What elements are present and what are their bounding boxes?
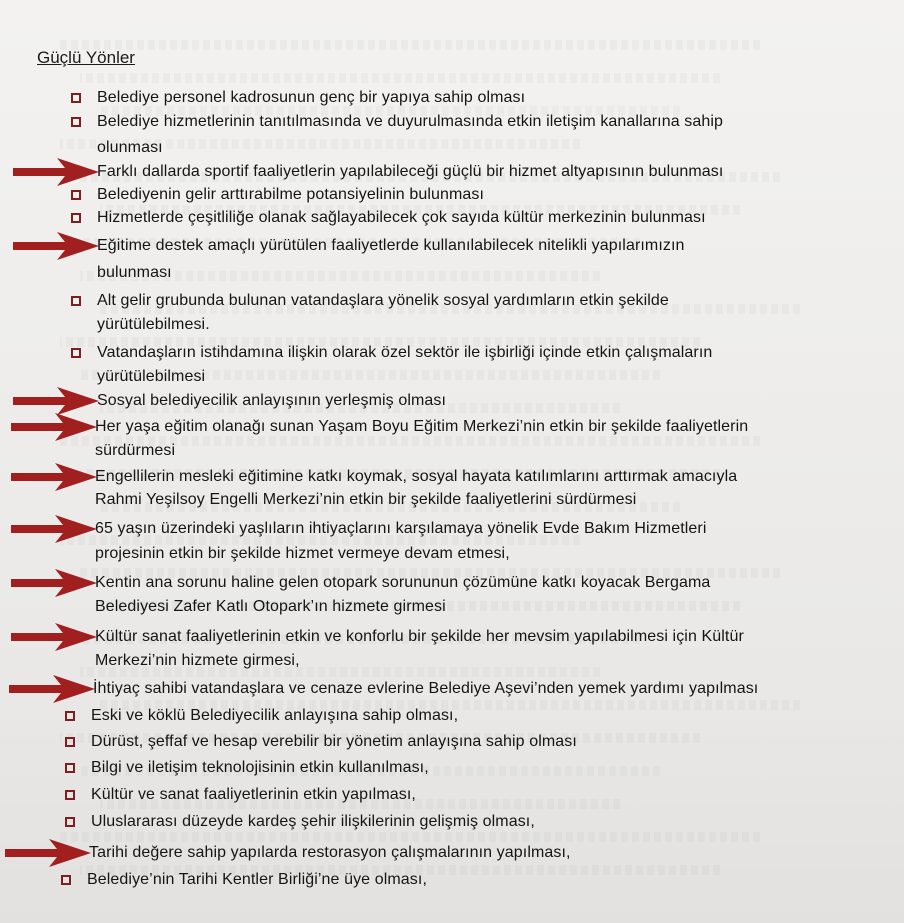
- checkbox-outline-icon: [71, 348, 81, 358]
- checkbox-outline-icon: [65, 737, 75, 747]
- checkbox-outline-icon: [65, 711, 75, 721]
- checkbox-outline-icon: [65, 817, 75, 827]
- section-heading: Güçlü Yönler: [37, 48, 135, 67]
- checkbox-outline-icon: [71, 296, 81, 306]
- list-item-text: Tarihi değere sahip yapılarda restorasyon çalışmalarının yapılması,: [89, 844, 571, 861]
- list-item-text: Vatandaşların istihdamına ilişkin olarak özel sektör ile işbirliği içinde etkin çalışmaların: [97, 344, 713, 361]
- list-item-text: Merkezi’nin hizmete girmesi,: [95, 652, 300, 669]
- list-item-text: 65 yaşın üzerindeki yaşlıların ihtiyaçlarını karşılamaya yönelik Evde Bakım Hizmetleri: [95, 520, 707, 537]
- checkbox-outline-icon: [61, 875, 71, 885]
- arrow-right-icon: [9, 513, 99, 545]
- checkbox-outline-icon: [71, 213, 81, 223]
- checkbox-outline-icon: [65, 790, 75, 800]
- list-item-text: Hizmetlerde çeşitliliğe olanak sağlayabilecek çok sayıda kültür merkezinin bulunması: [97, 209, 706, 226]
- list-item-text: Her yaşa eğitim olanağı sunan Yaşam Boyu Eğitim Merkezi’nin etkin bir şekilde faaliyetlerin: [95, 418, 749, 435]
- arrow-right-icon: [11, 156, 101, 188]
- list-item-text: Engellilerin mesleki eğitimine katkı koymak, sosyal hayata katılımlarını arttırmak amacıyla: [95, 468, 738, 485]
- list-item-text: Belediye’nin Tarihi Kentler Birliği’ne üye olması,: [87, 871, 427, 888]
- checkbox-outline-icon: [71, 190, 81, 200]
- list-item-text: bulunması: [97, 264, 172, 281]
- list-item-text: Belediye hizmetlerinin tanıtılmasında ve duyurulmasında etkin iletişim kanallarına sahip: [97, 113, 724, 130]
- arrow-right-icon: [3, 837, 93, 869]
- list-item-text: olunması: [97, 139, 163, 156]
- checkbox-outline-icon: [71, 117, 81, 127]
- list-item-text: Bilgi ve iletişim teknolojisinin etkin kullanılması,: [91, 759, 429, 776]
- list-item-text: Kültür sanat faaliyetlerinin etkin ve konforlu bir şekilde her mevsim yapılabilmesi için Kültür: [95, 628, 744, 645]
- checkbox-outline-icon: [71, 93, 81, 103]
- list-item-text: yürütülebilmesi: [97, 368, 206, 385]
- arrow-right-icon: [9, 461, 99, 493]
- list-item-text: Kentin ana sorunu haline gelen otopark sorununun çözümüne katkı koyacak Bergama: [95, 574, 711, 591]
- list-item-text: Belediye personel kadrosunun genç bir yapıya sahip olması: [97, 89, 526, 106]
- list-item-text: Farklı dallarda sportif faaliyetlerin yapılabileceği güçlü bir hizmet altyapısının bulunması: [97, 163, 724, 180]
- list-item-text: Alt gelir grubunda bulunan vatandaşlara yönelik sosyal yardımların etkin şekilde: [97, 292, 669, 309]
- arrow-right-icon: [9, 621, 99, 653]
- list-item-text: Sosyal belediyecilik anlayışının yerleşmiş olması: [97, 392, 447, 409]
- list-item-text: Eski ve köklü Belediyecilik anlayışına sahip olması,: [91, 707, 459, 724]
- arrow-right-icon: [7, 673, 97, 705]
- list-item-text: Dürüst, şeffaf ve hesap verebilir bir yönetim anlayışına sahip olması: [91, 733, 577, 750]
- list-item-text: projesinin etkin bir şekilde hizmet vermeye devam etmesi,: [95, 545, 510, 562]
- list-item-text: Kültür ve sanat faaliyetlerinin etkin yapılması,: [91, 786, 416, 803]
- list-item-text: Belediyenin gelir arttırabilme potansiyelinin bulunması: [97, 186, 485, 203]
- list-item-text: Eğitime destek amaçlı yürütülen faaliyetlerde kullanılabilecek nitelikli yapılarımızın: [97, 237, 685, 254]
- list-item-text: yürütülebilmesi.: [97, 316, 210, 333]
- arrow-right-icon: [9, 411, 99, 443]
- arrow-right-icon: [11, 230, 101, 262]
- list-item-text: İhtiyaç sahibi vatandaşlara ve cenaze evlerine Belediye Aşevi’nden yemek yardımı yapılması: [93, 680, 759, 697]
- checkbox-outline-icon: [65, 763, 75, 773]
- list-item-text: sürdürmesi: [95, 442, 176, 459]
- list-item-text: Uluslararası düzeyde kardeş şehir ilişkilerinin gelişmiş olması,: [91, 813, 535, 830]
- arrow-right-icon: [9, 567, 99, 599]
- list-item-text: Rahmi Yeşilsoy Engelli Merkezi’nin etkin bir şekilde faaliyetlerini sürdürmesi: [95, 491, 637, 508]
- list-item-text: Belediyesi Zafer Katlı Otopark’ın hizmete girmesi: [95, 598, 446, 615]
